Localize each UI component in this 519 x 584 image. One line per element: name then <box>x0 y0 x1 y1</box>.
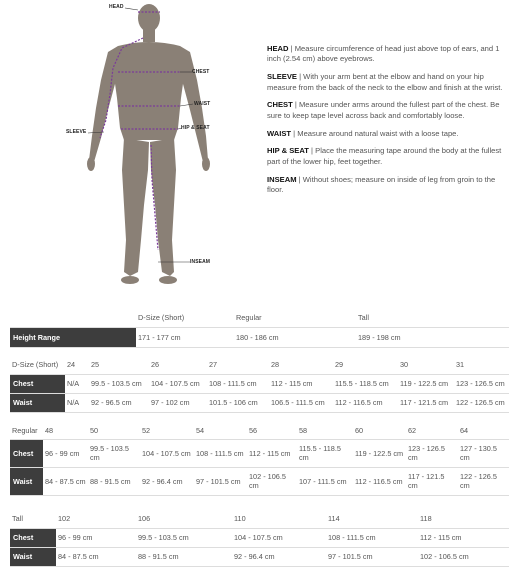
row-label: Chest <box>10 439 43 467</box>
inseam-label: INSEAM <box>190 259 211 265</box>
definition-inseam: INSEAM | Without shoes; measure on inside of leg from groin to the floor. <box>267 174 496 195</box>
definition-chest: CHEST | Measure under arms around the fullest part of the chest. Be sure to keep tape level across back and comfortably loose. <box>267 100 500 120</box>
sleeve-label: SLEEVE <box>66 129 87 135</box>
table-row: Height Range 171 - 177 cm 180 - 186 cm 189 - 198 cm <box>10 327 509 347</box>
height-range-table <box>10 308 509 348</box>
d-size-table <box>10 356 509 413</box>
table-row: Chest 96 - 99 cm 99.5 - 103.5 cm 104 - 107.5 cm 108 - 111.5 cm 112 - 115 cm 115.5 - 118.5 cm 119 - 122.5 cm 123 - 126.5 cm 127 - 130.5 cm <box>10 439 509 467</box>
head-label: HEAD <box>109 4 124 10</box>
tall-size-table <box>10 510 509 567</box>
row-label: Waist <box>10 547 56 566</box>
table-row: Chest N/A 99.5 - 103.5 cm 104 - 107.5 cm 108 - 111.5 cm 112 - 115 cm 115.5 - 118.5 cm 119 - 122.5 cm 123 - 126.5 cm <box>10 374 509 393</box>
definition-head: HEAD | Measure circumference of head just above top of ears, and 1 inch (2.54 cm) above eyebrows. <box>267 44 500 64</box>
waist-label: WAIST <box>194 101 211 107</box>
definition-sleeve: SLEEVE | With your arm bent at the elbow and hand on your hip measure from the back of the neck to the elbow and finish at the wrist. <box>267 72 503 92</box>
header-regular: Regular <box>234 308 356 327</box>
hip-seat-label: HIP & SEAT <box>181 125 210 131</box>
row-label: Height Range <box>10 327 136 347</box>
definition-waist: WAIST | Measure around natural waist with a loose tape. <box>267 128 459 138</box>
header-tall: Tall <box>356 308 509 327</box>
header-d-size: D-Size (Short) <box>136 308 234 327</box>
table-row: Chest 96 - 99 cm 99.5 - 103.5 cm 104 - 107.5 cm 108 - 111.5 cm 112 - 115 cm <box>10 528 509 547</box>
measurement-definitions <box>267 44 507 203</box>
table-header-row: Regular 48 50 52 54 56 58 60 62 64 <box>10 422 509 439</box>
body-silhouette <box>0 0 260 292</box>
regular-size-table <box>10 422 509 496</box>
row-label: Waist <box>10 467 43 495</box>
row-label: Chest <box>10 528 56 547</box>
definition-hip-seat: HIP & SEAT | Place the measuring tape around the body at the fullest part of the lower hip, feet together. <box>267 146 502 166</box>
table-row: Waist 84 - 87.5 cm 88 - 91.5 cm 92 - 96.4 cm 97 - 101.5 cm 102 - 106.5 cm 107 - 111.5 cm 112 - 116.5 cm 117 - 121.5 cm 122 - 126.5 cm <box>10 467 509 495</box>
table-row: Waist N/A 92 - 96.5 cm 97 - 102 cm 101.5 - 106 cm 106.5 - 111.5 cm 112 - 116.5 cm 117 - 121.5 cm 122 - 126.5 cm <box>10 393 509 412</box>
row-label: Chest <box>10 374 65 393</box>
chest-label: CHEST <box>192 69 210 75</box>
table-row: Waist 84 - 87.5 cm 88 - 91.5 cm 92 - 96.4 cm 97 - 101.5 cm 102 - 106.5 cm <box>10 547 509 566</box>
table-header-row: D-Size (Short) 24 25 26 27 28 29 30 31 <box>10 356 509 374</box>
body-measurement-figure <box>0 0 260 292</box>
table-header-row: Tall 102 106 110 114 118 <box>10 510 509 528</box>
row-label: Waist <box>10 393 65 412</box>
table-header-row <box>10 308 509 327</box>
